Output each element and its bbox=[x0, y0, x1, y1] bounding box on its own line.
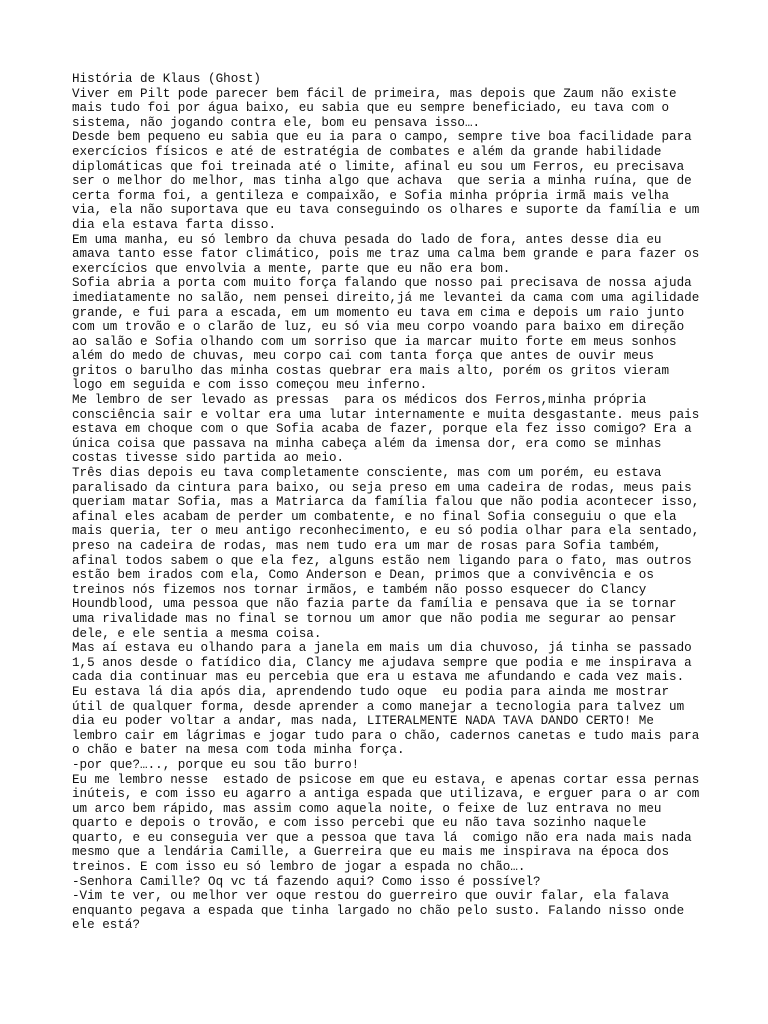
text-line: estão bem irados com ela, Como Anderson e Dean, primos que a convivência e os bbox=[72, 568, 654, 583]
text-line: História de Klaus (Ghost) bbox=[72, 72, 261, 86]
text-line: Eu me lembro nesse estado de psicose em que eu estava, e apenas cortar essa pernas bbox=[72, 772, 700, 787]
text-line: -Vim te ver, ou melhor ver oque restou do guerreiro que ouvir falar, ela falava bbox=[72, 889, 670, 904]
text-line: uma rivalidade mas no final se tornou um amor que não podia me segurar ao pensar bbox=[72, 611, 677, 626]
text-line: amava tanto esse fator climático, pois me traz uma calma bem grande e para fazer os bbox=[72, 247, 700, 262]
text-line: além do medo de chuvas, meu corpo cai com tanta força que antes de ouvir meus bbox=[72, 349, 654, 364]
text-line: diplomáticas que foi treinada até o limite, afinal eu sou um Ferros, eu precisava bbox=[72, 159, 685, 174]
text-line: mesmo que a lendária Camille, a Guerreira que eu mais me inspirava na época dos bbox=[72, 845, 670, 860]
text-line: -Senhora Camille? Oq vc tá fazendo aqui? Como isso é possível? bbox=[72, 874, 541, 889]
text-line: dele, e ele sentia a mesma coisa. bbox=[72, 626, 322, 641]
text-line: cada dia continuar mas eu percebia que era u estava me afundando e cada vez mais. bbox=[72, 670, 685, 685]
text-line: ele está? bbox=[72, 918, 141, 933]
text-line: dia eu poder voltar a andar, mas nada, LITERALMENTE NADA TAVA DANDO CERTO! Me bbox=[72, 714, 654, 729]
text-line: um arco bem rápido, mas assim como aquela noite, o feixe de luz entrava no meu bbox=[72, 801, 662, 816]
text-line: dia ela estava farta disso. bbox=[72, 217, 277, 232]
text-line: logo em seguida e com isso começou meu inferno. bbox=[72, 378, 428, 393]
text-line: costas tivesse sido partida ao meio. bbox=[72, 451, 345, 466]
text-line: ao salão e Sofia olhando com um sorriso que ia marcar muito forte em meus sonhos bbox=[72, 334, 677, 349]
text-line: queriam matar Sofia, mas a Matriarca da família falou que não podia acontecer isso, bbox=[72, 495, 700, 510]
text-line: mais queria, ter o meu antigo reconhecimento, e eu só podia olhar para ela sentado, bbox=[72, 524, 700, 539]
text-line: paralisado da cintura para baixo, ou seja preso em uma cadeira de rodas, meus pais bbox=[72, 480, 692, 495]
text-line: quarto, e eu conseguia ver que a pessoa que tava lá comigo não era nada mais nada bbox=[72, 830, 692, 845]
text-line: certa forma foi, a gentileza e compaixão, e Sofia minha própria irmã mais velha bbox=[72, 188, 670, 203]
text-line: Viver em Pilt pode parecer bem fácil de primeira, mas depois que Zaum não existe bbox=[72, 86, 677, 101]
text-line: grande, e fui para a escada, em um momento eu tava em cima e depois um raio junto bbox=[72, 305, 685, 320]
text-line: Me lembro de ser levado as pressas para os médicos dos Ferros,minha própria bbox=[72, 393, 647, 408]
text-line: Houndblood, uma pessoa que não fazia parte da família e pensava que ia se tornar bbox=[72, 597, 677, 612]
text-line: com um trovão e o clarão de luz, eu só via meu corpo voando para baixo em direção bbox=[72, 320, 685, 335]
text-line: quarto e depois o trovão, e com isso percebi que eu não tava sozinho naquele bbox=[72, 816, 647, 831]
text-line: Três dias depois eu tava completamente consciente, mas com um porém, eu estava bbox=[72, 466, 662, 481]
text-line: Sofia abria a porta com muito força falando que nosso pai precisava de nossa ajuda bbox=[72, 276, 692, 291]
text-line: 1,5 anos desde o fatídico dia, Clancy me ajudava sempre que podia e me inspirava a bbox=[72, 655, 692, 670]
text-line: inúteis, e com isso eu agarro a antiga espada que utilizava, e erguer para o ar com bbox=[72, 787, 700, 802]
text-line: única coisa que passava na minha cabeça além da imensa dor, era como se minhas bbox=[72, 436, 662, 451]
text-line: via, ela não suportava que eu tava conseguindo os olhares e suporte da família e um bbox=[72, 203, 700, 218]
text-line: o chão e bater na mesa com toda minha força. bbox=[72, 743, 405, 758]
text-line: treinos nós fizemos nos tornar irmãos, e também não posso esquecer do Clancy bbox=[72, 582, 647, 597]
text-line: consciência sair e voltar era uma lutar internamente e muita desgastante. meus pais bbox=[72, 407, 700, 422]
text-line: enquanto pegava a espada que tinha largado no chão pelo susto. Falando nisso onde bbox=[72, 903, 685, 918]
text-line: ser o melhor do melhor, mas tinha algo que achava que seria a minha ruína, que de bbox=[72, 174, 692, 189]
text-line: afinal todos sabem o que ela fez, alguns estão nem ligando para o fato, mas outros bbox=[72, 553, 692, 568]
text-line: Eu estava lá dia após dia, aprendendo tudo oque eu podia para ainda me mostrar bbox=[72, 684, 670, 699]
text-line: Em uma manha, eu só lembro da chuva pesada do lado de fora, antes desse dia eu bbox=[72, 232, 662, 247]
text-line: útil de qualquer forma, desde aprender a como manejar a tecnologia para talvez um bbox=[72, 699, 685, 714]
text-line: afinal eles acabam de perder um combatente, e no final Sofia conseguiu o que ela bbox=[72, 509, 677, 524]
text-line: -por que?….., porque eu sou tão burro! bbox=[72, 757, 360, 772]
text-line: gritos o barulho das minha costas quebrar era mais alto, porém os gritos vieram bbox=[72, 363, 670, 378]
text-line: exercícios físicos e até de estratégia de combates e além da grande habilidade bbox=[72, 144, 662, 159]
text-line: Mas aí estava eu olhando para a janela em mais um dia chuvoso, já tinha se passado bbox=[72, 641, 692, 656]
text-line: Desde bem pequeno eu sabia que eu ia para o campo, sempre tive boa facilidade para bbox=[72, 130, 692, 145]
text-line: preso na cadeira de rodas, mas nem tudo era um mar de rosas para Sofia também, bbox=[72, 539, 662, 553]
text-line: sistema, não jogando contra ele, bom eu pensava isso…. bbox=[72, 115, 481, 130]
text-line: exercícios que envolvia a mente, parte que eu não era bom. bbox=[72, 261, 511, 276]
text-line: lembro cair em lágrimas e jogar tudo para o chão, cadernos canetas e tudo mais para bbox=[72, 728, 700, 743]
text-line: estava em choque com o que Sofia acaba de fazer, porque ela fez isso comigo? Era a bbox=[72, 422, 692, 437]
text-line: mais tudo foi por água baixo, eu sabia que eu sempre beneficiado, eu tava com o bbox=[72, 101, 670, 116]
text-line: imediatamente no salão, nem pensei direito,já me levantei da cama com uma agilidade bbox=[72, 290, 700, 305]
document-body bbox=[72, 72, 712, 933]
text-line: treinos. E com isso eu só lembro de jogar a espada no chão…. bbox=[72, 860, 526, 875]
